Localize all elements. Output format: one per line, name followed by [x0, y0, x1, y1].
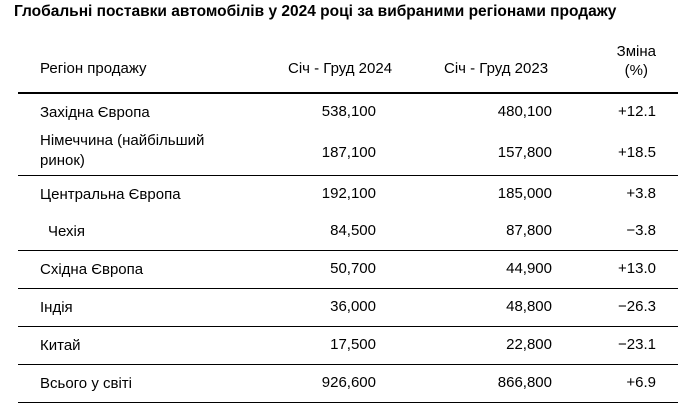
table-row [18, 365, 678, 402]
row-region: Індія [40, 299, 73, 316]
row-region [40, 131, 204, 171]
table-group-india [18, 289, 678, 327]
row-change: +6.9 [626, 374, 656, 391]
table-group-western-europe [18, 94, 678, 176]
header-2023: Січ - Груд 2023 [444, 60, 549, 77]
row-2024: 192,100 [321, 185, 376, 202]
row-region: Всього у світі [40, 375, 132, 392]
table-title: Глобальні поставки автомобілів у 2024 році за вибраними регіонами продажу [14, 3, 617, 20]
row-2023: 480,100 [497, 103, 552, 120]
table-group-eastern-europe [18, 251, 678, 289]
row-2024: 538,100 [321, 103, 376, 120]
row-region-line2: ринок) [40, 152, 85, 169]
table-row [18, 251, 678, 288]
row-2023: 22,800 [506, 336, 552, 353]
table-group-china [18, 327, 678, 365]
row-change: −26.3 [618, 298, 656, 315]
table-row [18, 327, 678, 364]
row-region: Західна Європа [40, 104, 150, 121]
row-change: −3.8 [626, 222, 656, 239]
table-group-world-total [18, 365, 678, 403]
table-group-central-europe [18, 176, 678, 251]
row-change: +12.1 [618, 103, 656, 120]
table-row [18, 131, 678, 175]
row-2024: 50,700 [330, 260, 376, 277]
row-2023: 185,000 [497, 185, 552, 202]
table-row [18, 213, 678, 250]
deliveries-table [18, 28, 678, 403]
header-change-unit: (%) [624, 62, 648, 79]
row-2023: 87,800 [506, 222, 552, 239]
row-2023: 48,800 [506, 298, 552, 315]
row-region: Китай [40, 337, 81, 354]
row-2023: 866,800 [497, 374, 552, 391]
row-region: Центральна Європа [40, 186, 181, 203]
header-2024: Січ - Груд 2024 [288, 60, 393, 77]
row-2024: 17,500 [330, 336, 376, 353]
row-2023: 157,800 [497, 144, 552, 161]
table-row [18, 176, 678, 213]
row-2024: 926,600 [321, 374, 376, 391]
row-region-line1: Німеччина (найбільший [40, 132, 205, 149]
row-region: Східна Європа [40, 261, 144, 278]
row-change: −23.1 [618, 336, 656, 353]
row-2023: 44,900 [506, 260, 552, 277]
header-change-label: Зміна [616, 43, 656, 60]
row-change: +18.5 [618, 144, 656, 161]
table-row [18, 94, 678, 131]
header-region: Регіон продажу [40, 60, 147, 77]
row-2024: 84,500 [330, 222, 376, 239]
table-row [18, 289, 678, 326]
header-change [617, 42, 656, 80]
row-2024: 36,000 [330, 298, 376, 315]
table-header [18, 28, 678, 94]
row-2024: 187,100 [321, 144, 376, 161]
row-change: +3.8 [626, 185, 656, 202]
row-change: +13.0 [618, 260, 656, 277]
row-region: Чехія [48, 223, 85, 240]
